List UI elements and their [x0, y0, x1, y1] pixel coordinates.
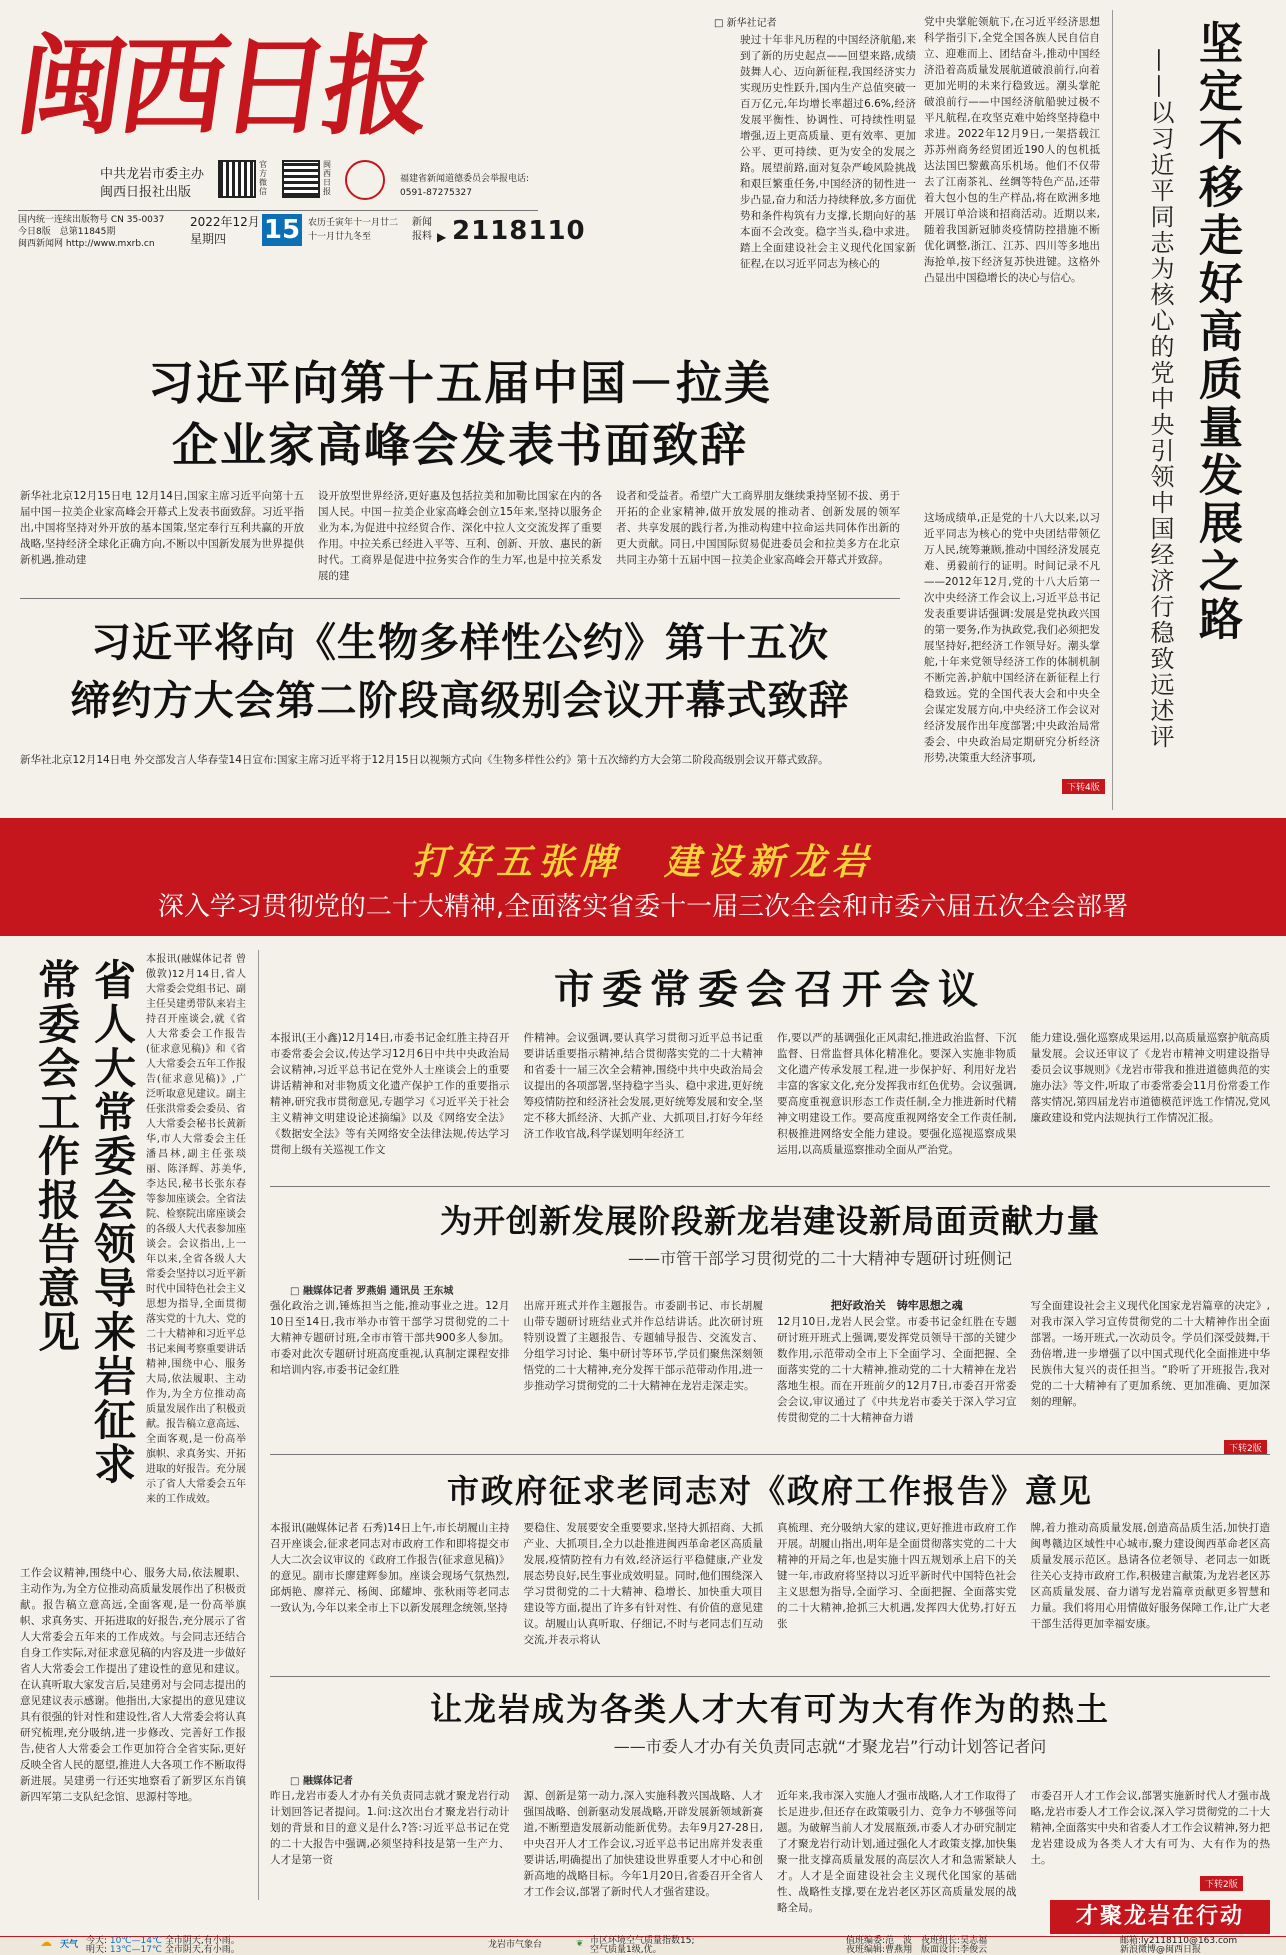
standing-headline: 市委常委会召开会议 [554, 967, 986, 1013]
square-icon: □ [290, 1286, 300, 1297]
date-block: 2022年12月 星期四 [190, 215, 260, 246]
weather-label: 天气 [60, 1940, 79, 1950]
commentary-title: 坚定不移走好高质量发展之路 [1191, 20, 1242, 644]
cadre-body: 强化政治之训,锤炼担当之能,推动事业之进。12月10日至14日,我市举办市管干部学习贯彻党的二十大精神专题研讨班,全市市管干部共900多人参加。市委对此次专题研讨班高度重视,认真制定课程安排和培训内容,市委书记金红胜 出席开班式并作主题报告。市委副书记、市长胡履山带专题研讨班结业式并作总结讲话。此次研讨班特别设置了主题报告、专题辅导报告、交流发言、分组学习讨论、集中研讨等环节,学员们聚焦深刻领悟党的二十大精神,充分发挥干部示范带动作用,进一步推动学习贯彻党的二十大精神在龙岩走深走实。 把好政治关 铸牢思想之魂 12月10日,龙岩人民会堂。市委书记金红胜在专题研讨班开班式上强调,要发挥党员领导干部的关键少数作用,示范带动全市上下全面学习、全面把握、全面落实党的二十大精神,推动党的二十大精神在龙岩落地生根。而在开班前夕的12月7日,市委召开常委会会议,审议通过了《中共龙岩市委关于深入学习宣传贯彻党的二十大精神奋力谱 写全面建设社会主义现代化国家龙岩篇章的决定》,对我市深入学习宣传贯彻党的二十大精神作出全面部署。一场开班式,一次动员令。学员们深受鼓舞,干劲倍增,进一步增强了以中国式现代化全面推进中华民族伟大复兴的责任担当。“聆听了开班报告,我对党的二十大精神有了更加系统、更加准确、更加深刻的理解。 [270, 1299, 1270, 1424]
talent-byline: □ 融媒体记者 [290, 1776, 353, 1787]
qr-code-app[interactable] [282, 160, 320, 198]
cadre-byline: □ 融媒体记者 罗燕娟 通讯员 王东城 [290, 1286, 454, 1297]
banner-subline: 深入学习贯彻党的二十大精神,全面落实省委十一届三次全会和市委六届五次全会部署 [157, 892, 1129, 922]
hotline-label: 新闻 报料 [412, 217, 432, 242]
standing-body: 本报讯(王小鑫)12月14日,市委书记金红胜主持召开市委常委会会议,传达学习12月6日中共中央政治局会议精神,习近平总书记在党外人士座谈会上的重要讲话精神和对非物质文化遗产保护工作的重要指示精神,研究我市贯彻意见,专题学习《习近平关于社会主义精神文明建设论述摘编》以及《网络安全法》《数据安全法》等有关网络安全法律法规,传达学习贯彻上级有关巡视工作文 件精神。会议强调,要认真学习贯彻习近平总书记重要讲话重要指示精神,结合贯彻落实党的二十大精神和省委十一届三次全会精神,围绕中共中央政治局会议提出的各项部署,坚持稳字当头、稳中求进,更好统筹疫情防控和经济社会发展,更好统筹发展和安全,坚定不移大抓经济、大抓产业、大抓项目,打好今年经济工作收官战,科学谋划明年经济工 作,要以严的基调强化正风肃纪,推进政治监督、下沉监督、日常监督具体化精准化。要深入实施非物质文化遗产传承发展工程,进一步保护好、利用好龙岩丰富的客家文化,充分发挥我市红色优势。会议强调,要高度重视意识形态工作责任制,全力推进新时代精神文明建设工作。要高度重视网络安全工作责任制,积极推进网络安全能力建设。要强化巡视巡察成果运用,以高质量巡察推动全面从严治党。 能力建设,强化巡察成果运用,以高质量巡察护航高质量发展。会议还审议了《龙岩市精神文明建设指导委员会议事规则》《龙岩市带我和推进道德典范的实施办法》等文件,听取了市委常委会11月份常委工作落实情况,第四届龙岩市道德模范评选工作情况,党风廉政建设和党内法规执行工作情况汇报。 [270, 1032, 1270, 1156]
weather-source: 龙岩市气象台 [488, 1940, 543, 1950]
banner-slogan: 打好五张牌 建设新龙岩 [411, 841, 874, 883]
qr-label-app: 闽西日报 [323, 160, 331, 196]
npc-col-1: 本报讯(融媒体记者 曾傲敦)12月14日,省人大常委会党组书记、副主任吴建勇带队来岩主持召开座谈会,就《省人大常委会工作报告(征求意见稿)》和《省人大常委会五年工作报告(征求意见稿)》,广泛听取意见建议。副主任张洪常委会委员、省人大常委会秘书长黄新华,市人大常委会主任潘昌林,副主任张琰丽、陈泽辉、苏美华,李达民,秘书长张东春等参加座谈会。全省法院、检察院出席座谈会的各级人大代表参加座谈会。会议指出,上一年以来,全省各级人大常委会坚持以习近平新时代中国特色社会主义思想为指导,全面贯彻落实党的十九大、党的二十大精神和习近平总书记来闽考察重要讲话精神,围绕中心、服务大局,依法履职、主动作为,为全方位推动高质量发展作出了积极贡献。报告稿立意高远、全面客观,是一份高举旗帜、求真务实、开拓进取的好报告。充分展示了省人大常委会五年来的工作成效。 [146, 954, 246, 1505]
talent-headline: 让龙岩成为各类人才大有可为大有作为的热土 [429, 1690, 1110, 1728]
lead-headline: 习近平向第十五届中国－拉美 企业家高峰会发表书面致辞 [148, 356, 772, 472]
talent-continued-tag[interactable]: 下转2版 [1200, 1872, 1243, 1891]
supervise-info: 福建省新闻道德委员会举报电话: 0591-87275327 [400, 174, 530, 198]
issue-info: 国内统一连续出版物号 CN 35-0037 今日8版 总第11845期 闽西新闻网 http://www.mxrb.cn [18, 215, 165, 249]
commentary-byline: □ 新华社记者 [714, 18, 777, 29]
npc-col-2: 工作会议精神,围绕中心、服务大局,依法履职、主动作为,为全方位推动高质量发展作出了积极贡献。报告稿立意高远,全面客观,是一份高举旗帜、求真务实、开拓进取的好报告,充分展示了省人大常委会五年来的工作成效。与会同志还结合自身工作实际,对征求意见稿的内容及进一步做好省人大常委会工作提出了建设性的意见和建议。在认真听取大家发言后,吴建勇对与会同志提出的意见建议表示感谢。他指出,大家提出的意见建议具有很强的针对性和建设性,省人大常委会将认真研究梳理,充分吸纳,进一步修改、完善好工作报告,使省人大常委会工作更加符合全省实际,更好反映全省人民的愿望,推进人大各项工作不断取得新进展。吴建勇一行还实地察看了新罗区东肖镇新四军第二支队纪念馆、思源村等地。 [20, 1567, 246, 1803]
commentary-col-1: 驶过十年非凡历程的中国经济航船,来到了新的历史起点——回望来路,成绩鼓舞人心、迈向新征程,我国经济实力实现历史性跃升,国内生产总值突破一百万亿元,年均增长率超过6.6%,经济发展平衡性、协调性、可持续性明显增强,迈上更高质量、更有效率、更加公平、更可持续、更为安全的发展之路。展望前路,面对复杂严峻风险挑战和艰巨繁重任务,中国经济的韧性进一步凸显,奋力和活力持续释放,多方面优势和条件构筑有力支撑,长期向好的基本面不会改变。稳字当头,稳中求进。踏上全面建设社会主义现代化国家新征程,在以习近平同志为核心的 [740, 34, 916, 270]
footer: ☁ 天气 今天: 10℃—14℃ 全市阴天,有小雨。 明天: 13℃—17℃ 全市阴天,有小雨。 龙岩市气象台 ❦ 市区环境空气质量指数15; 空气质量1级,优。 值班编委:范 波 夜班组长:吴志福 夜班编辑:曹燕翔 版面设计:李俊云 邮箱:ly2118110@163.com 新浪微博@闽西日报 [0, 1937, 1286, 1955]
leaf-icon: ❦ [576, 1939, 584, 1949]
theme-banner [0, 818, 1286, 936]
talent-body: 昨日,龙岩市委人才办有关负责同志就才聚龙岩行动计划回答记者提问。1.问:这次出台才聚龙岩行动计划的背景和目的意义是什么?答:习近平总书记在党的二十大报告中强调,必须坚持科技是第一生产力、人才是第一资 源、创新是第一动力,深入实施科教兴国战略、人才强国战略、创新驱动发展战略,开辟发展新领域新赛道,不断塑造发展新动能新优势。去年9月27-28日,中央召开人才工作会议,习近平总书记出席并发表重要讲话,明确提出了加快建设世界重要人才中心和创新高地的战略目标。今年1月20日,省委召开全省人才工作会议,部署了新时代人才强省建设。 近年来,我市深入实施人才强市战略,人才工作取得了长足进步,但还存在政策吸引力、竞争力不够强等问题。为破解当前人才发展瓶颈,市委人才办研究制定了才聚龙岩行动计划,通过强化人才政策支撑,加快集聚一批支撑高质量发展的高层次人才和急需紧缺人才。人才是全面建设社会主义现代化国家的基础性、战略性支撑,要在龙岩老区苏区高质量发展的战略全局。 市委召开人才工作会议,部署实施新时代人才强市战略,龙岩市委人才工作会议,深入学习贯彻党的二十大精神,全面落实中央和省委人才工作会议精神,努力把龙岩建设成为各类人才大有可为、大有作为的热土。 [270, 1790, 1270, 1914]
cadre-headline: 为开创新发展阶段新龙岩建设新局面贡献力量 [439, 1202, 1100, 1240]
date-day: 15 [263, 215, 301, 245]
govreport-body: 本报讯(融媒体记者 石秀)14日上午,市长胡履山主持召开座谈会,征求老同志对市政府工作和即将提交市人大二次会议审议的《政府工作报告(征求意见稿)》的意见。副市长廖建辉参加。座谈会现场气氛热烈,邱炳艳、廖祥元、杨闽、邱耀坤、张秋雨等老同志一致认为,今年以来全市上下以新发展理念统领,坚持 要稳住、发展要安全重要要求,坚持大抓招商、大抓产业、大抓项目,全力以赴推进闽西革命老区高质量发展,疫情防控有力有效,经济运行平稳健康,产业发展态势良好,民生事业成效明显。同时,他们围绕深入学习贯彻党的二十大精神、稳增长、加快重大项目建设等方面,提出了许多有针对性、有价值的意见建议。胡履山认真听取、仔细记,不时与老同志们互动交流,并表示将认 真梳理、充分吸纳大家的建议,更好推进市政府工作开展。胡履山指出,明年是全面贯彻落实党的二十大精神的开局之年,也是实施十四五规划承上启下的关键一年,市政府将坚持以习近平新时代中国特色社会主义思想为指导,全面学习、全面把握、全面落实党的二十大精神,抢抓三大机遇,发挥四大优势,打好五张 牌,着力推动高质量发展,创造高品质生活,加快打造闽粤赣边区域性中心城市,聚力建设闽西革命老区高质量发展示范区。恳请各位老领导、老同志一如既往关心支持市政府工作,积极建言献策,为龙岩老区苏区高质量发展、奋力谱写龙岩篇章贡献更多智慧和力量。我们将用心用情做好服务保障工作,让广大老干部生活得更加幸福安康。 [270, 1522, 1270, 1646]
sponsor: 中共龙岩市委主办 闽西日报社出版 [100, 167, 205, 200]
talent-badge: 才聚龙岩在行动 [1050, 1900, 1270, 1934]
square-icon: □ [714, 18, 724, 29]
hotline-icon: ▶ [437, 230, 447, 244]
weibo-link[interactable]: 新浪微博@闽西日报 [1120, 1945, 1202, 1955]
npc-title: 省人大常委会领导来岩征求常委会工作报告意见 [32, 958, 137, 1486]
square-icon: □ [290, 1776, 300, 1787]
qr-code-wechat[interactable] [218, 160, 256, 198]
masthead [0, 0, 735, 250]
govreport-headline: 市政府征求老同志对《政府工作报告》意见 [446, 1472, 1093, 1510]
lead-body: 新华社北京12月15日电 12月14日,国家主席习近平向第十五届中国－拉美企业家高峰会开幕式上发表书面致辞。习近平指出,中国将坚持对外开放的基本国策,坚定奉行互利共赢的开放战略,坚持经济全球化正确方向,不断以中国新发展为世界提供新机遇,推动建 设开放型世界经济,更好惠及包括拉美和加勒比国家在内的各国人民。中国－拉美企业家高峰会创立15年来,坚持以服务企业为本,为促进中拉经贸合作、深化中拉人文交流发挥了重要作用。中拉关系已经进入平等、互利、创新、开放、惠民的新时代。工商界是促进中拉务实合作的生力军,也是中拉关系发展的建 设者和受益者。希望广大工商界朋友继续秉持坚韧不拔、勇于开拓的企业家精神,做开放发展的推动者、创新发展的领军者、共享发展的践行者,为推动构建中拉命运共同体作出新的更大贡献。同日,中国国际贸易促进委员会和拉美多方在北京共同主办第十五届中国－拉美企业家高峰会开幕式并致辞。 [20, 490, 900, 582]
talent-subtitle: ——市委人才办有关负责同志就“才聚龙岩”行动计划答记者问 [613, 1737, 1047, 1756]
commentary-continued-tag[interactable]: 下转4版 [1062, 775, 1105, 794]
commentary-subtitle: ——以习近平同志为核心的党中央引领中国经济行稳致远述评 [1146, 48, 1174, 750]
cadre-continued-tag[interactable]: 下转2版 [1224, 1436, 1267, 1455]
seal [345, 160, 385, 200]
masthead-title: 闽西日报 [9, 24, 435, 150]
commentary-col-2: 党中央掌舵领航下,在习近平经济思想科学指引下,全党全国各族人民自信自立、迎难而上、团结奋斗,推动中国经济沿着高质量发展航道破浪前行,向着更加光明的未来行稳致远。潮头掌舵破浪前行——中国经济航船驶过极不平凡航程,在攻坚克难中始终坚持稳中求进。2022年12月9日,一架搭载江苏苏州商务经贸团近190人的包机抵达法国巴黎戴高乐机场。他们不仅带去了江南茶礼、丝绸等特色产品,还带着大包小包的生产样品,将在欧洲多地开展订单洽谈和招商活动。近期以来,随着我国新冠肺炎疫情防控措施不断优化调整,浙江、江苏、四川等多地出海抢单,按下经济复苏快进键。这格外凸显出中国稳增长的决心与信心。 [924, 16, 1100, 284]
hotline-number[interactable]: 2118110 [452, 216, 586, 246]
commentary-col-3: 这场成绩单,正是党的十八大以来,以习近平同志为核心的党中央团结带领亿万人民,统筹兼顾,推动中国经济发展克难、勇毅前行的证明。时间记录不凡——2012年12月,党的十八大后第一次中央经济工作会议上,习近平总书记发表重要讲话强调:发展是党执政兴国的第一要务,作为执政党,我们必须把发展坚持好,把经济工作领导好。潮头掌舵,十年来党领导经济工作的体制机制不断完善,护航中国经济在新征程上行稳致远。党的全国代表大会和中央全会谋定发展方向,中央经济工作会议对经济发展作出年度部署;中央政治局常委会、中央政治局定期研究分析经济形势,决策重大经济事项, [924, 512, 1100, 764]
qr-label-wechat: 官方微信 [259, 160, 267, 196]
email-link[interactable]: 邮箱:ly2118110@163.com [1120, 1936, 1238, 1946]
second-headline: 习近平将向《生物多样性公约》第十五次 缔约方大会第二阶段高级别会议开幕式致辞 [70, 620, 850, 724]
second-body: 新华社北京12月14日电 外交部发言人华春莹14日宣布:国家主席习近平将于12月15日以视频方式向《生物多样性公约》第十五次缔约方大会第二阶段高级别会议开幕式致辞。 [20, 754, 829, 766]
lunar-date: 农历壬寅年十一月廿二 十一月廿九冬至 [308, 218, 399, 242]
weather-icon: ☁ [40, 1935, 52, 1949]
cadre-subtitle: ——市管干部学习贯彻党的二十大精神专题研讨班侧记 [627, 1249, 1012, 1268]
